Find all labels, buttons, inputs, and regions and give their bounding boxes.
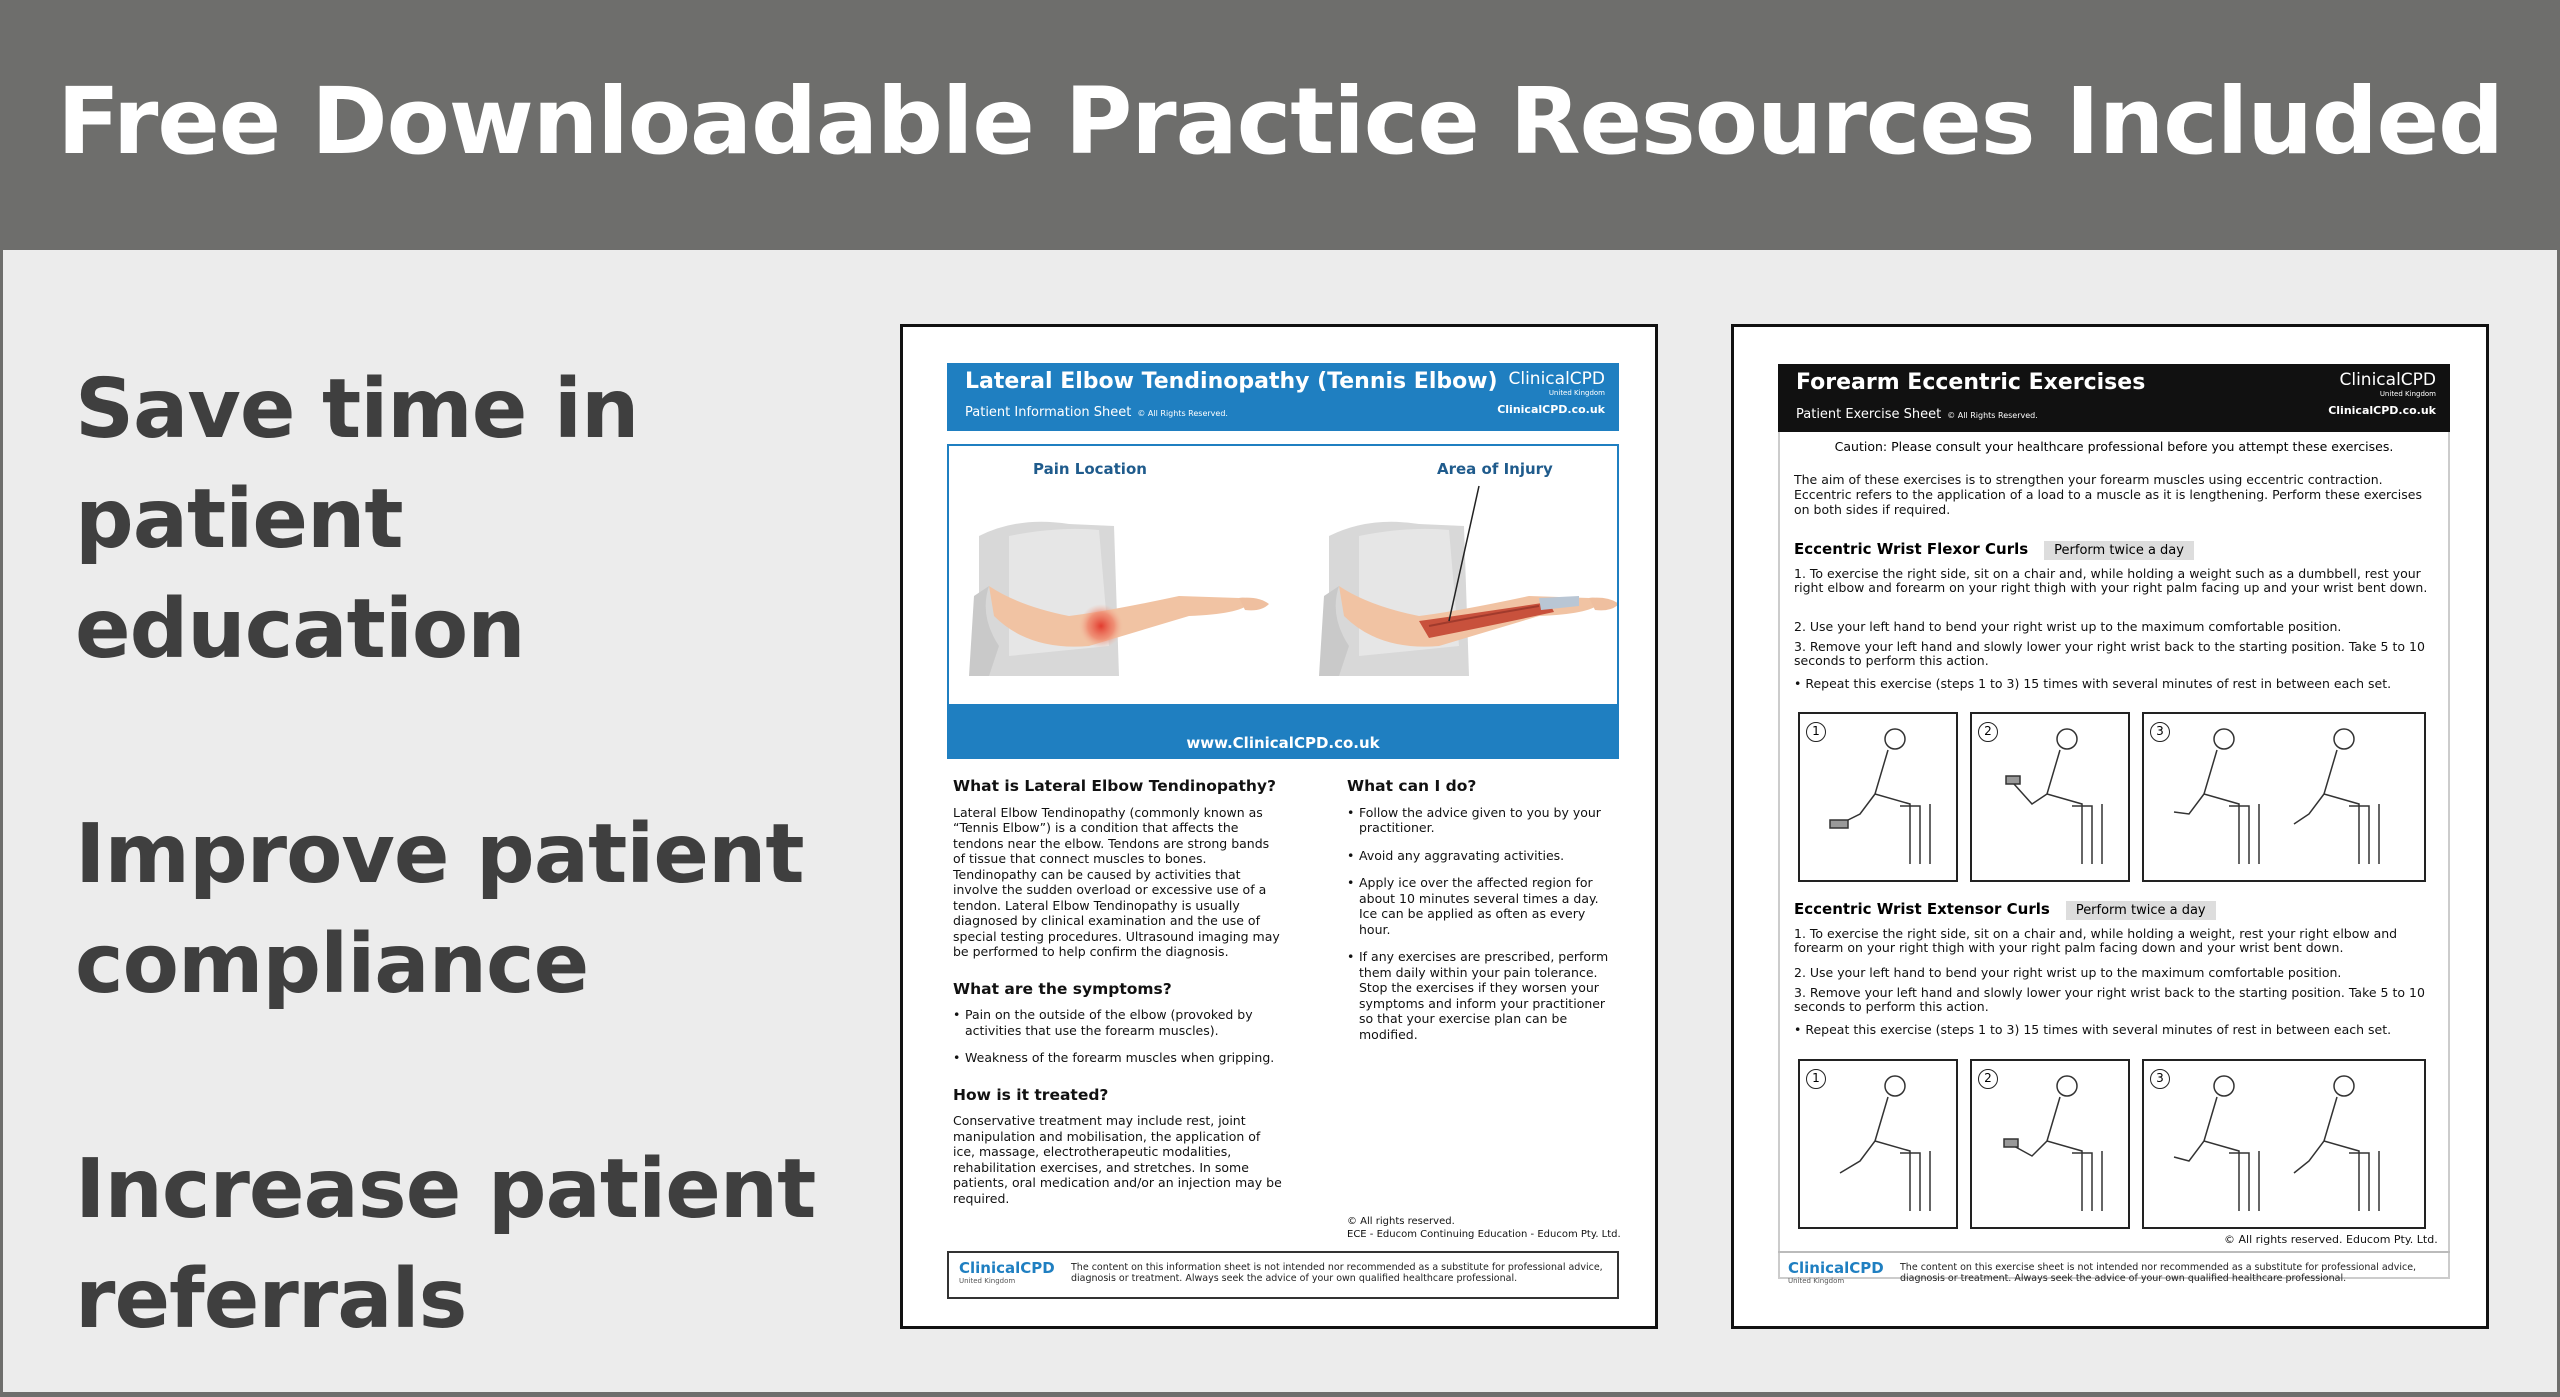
exercise-sheet-preview[interactable] [1731, 324, 2489, 1329]
sheet-type: Patient Exercise Sheet [1796, 407, 1942, 422]
sheet-footer [1778, 1251, 2450, 1299]
elbow-illustration [949, 446, 1617, 704]
step-number: 2 [1978, 1069, 1998, 1089]
brand-logo [1497, 369, 1605, 416]
footer-brand: ClinicalCPD [1788, 1259, 1884, 1277]
step: 1. To exercise the right side, sit on a chair and, while holding a weight such as a dumbbell, rest your right elbow and forearm on your right thigh with your right palm facing up and your wrist bent down. [1794, 566, 2428, 595]
section-heading: What is Lateral Elbow Tendinopathy? [953, 777, 1277, 795]
exercise-title: Eccentric Wrist Extensor Curls [1794, 900, 2050, 918]
footer-region: United Kingdom [959, 1277, 1016, 1285]
left-column [953, 779, 1283, 1228]
step: 2. Use your left hand to bend your right wrist up to the maximum comfortable position. [1794, 965, 2342, 980]
benefit-line: Increase patient [75, 1142, 816, 1237]
arm-figure-right [1319, 486, 1617, 676]
step: 1. To exercise the right side, sit on a chair and, while holding a weight, rest your right elbow and forearm on your right thigh with your right palm facing down and your wrist bent down. [1794, 926, 2398, 955]
exercise-illustration [1970, 712, 2130, 882]
step: 3. Remove your left hand and slowly lower your right wrist back to the starting position. Take 5 to 10 seconds to perform this action. [1794, 985, 2425, 1014]
info-sheet-preview[interactable] [900, 324, 1658, 1329]
intro-paragraph: The aim of these exercises is to strengthen your forearm muscles using eccentric contraction. Eccentric refers to the application of a load to a muscle as it is lengthening. Perform these exercises on both sides if required. [1794, 472, 2422, 517]
area-of-injury-label: Area of Injury [1437, 460, 1553, 478]
exercise-illustration [2142, 712, 2426, 882]
list-item: • Avoid any aggravating activities. [1347, 848, 1617, 864]
footer-logo [1788, 1259, 1884, 1285]
brand-url: ClinicalCPD.co.uk [1497, 403, 1605, 416]
step: 3. Remove your left hand and slowly lower your right wrist back to the starting position. Take 5 to 10 seconds to perform this action. [1794, 639, 2425, 668]
brand-name: ClinicalCPD [2339, 370, 2436, 390]
benefit-item [75, 800, 835, 1020]
rights-note: © All Rights Reserved. [1947, 411, 2038, 420]
list-item: • Weakness of the forearm muscles when gripping. [953, 1050, 1283, 1066]
step-number: 2 [1978, 722, 1998, 742]
benefit-list [75, 355, 835, 1397]
sheet-subtitle [1796, 407, 2038, 422]
benefit-line: Improve patient [75, 807, 804, 902]
list-item: • Follow the advice given to you by your practitioner. [1347, 805, 1617, 836]
brand-name: ClinicalCPD [1508, 369, 1605, 389]
frequency-badge: Perform twice a day [2044, 541, 2194, 560]
benefit-line: compliance [75, 917, 589, 1012]
benefit-line: Save time in [75, 362, 639, 457]
header-banner [0, 0, 2560, 250]
section-heading: How is it treated? [953, 1085, 1109, 1104]
brand-url: ClinicalCPD.co.uk [2328, 404, 2436, 417]
seated-figure-icon [2144, 1061, 2424, 1227]
sheet-header [1778, 364, 2450, 432]
seated-figure-icon [1800, 714, 1956, 880]
step-number: 1 [1806, 1069, 1826, 1089]
caution-note: Caution: Please consult your healthcare professional before you attempt these exercises. [1834, 439, 2394, 454]
list-item: • Apply ice over the affected region for about 10 minutes several times a day. Ice can be applied as often as every hour. [1347, 875, 1617, 937]
exercise-heading [1794, 900, 2216, 920]
section-heading: What can I do? [1347, 777, 1477, 795]
step: • Repeat this exercise (steps 1 to 3) 15 times with several minutes of rest in between each set. [1794, 1022, 2392, 1037]
sheet-header [947, 363, 1619, 431]
seated-figure-icon [1972, 1061, 2128, 1227]
footer-brand: ClinicalCPD [959, 1259, 1055, 1277]
exercise-illustration [2142, 1059, 2426, 1229]
sheet-title: Forearm Eccentric Exercises [1796, 370, 2146, 395]
disclaimer: The content on this information sheet is not intended nor recommended as a substitute for professional advice, diagnosis or treatment. Always seek the advice of your own qualified healthcare professional. [1071, 1262, 1603, 1284]
arm-figure-left [969, 522, 1269, 676]
section-heading: What are the symptoms? [953, 979, 1172, 998]
footer-logo [959, 1259, 1055, 1285]
website-link[interactable]: www.ClinicalCPD.co.uk [947, 727, 1619, 759]
symptom-list [953, 1007, 1283, 1066]
step-number: 3 [2150, 722, 2170, 742]
pain-location-label: Pain Location [1033, 460, 1147, 478]
benefit-line: patient education [75, 472, 525, 677]
step: 2. Use your left hand to bend your right wrist up to the maximum comfortable position. [1794, 619, 2342, 634]
illustration-panel [947, 444, 1619, 706]
sheet-subtitle [965, 405, 1228, 420]
seated-figure-icon [1800, 1061, 1956, 1227]
paragraph: Conservative treatment may include rest, joint manipulation and mobilisation, the application of ice, massage, electrotherapeutic modalities, rehabilitation exercises, and stretches. In some patients, oral medication and/or an injection may be required. [953, 1113, 1282, 1206]
paragraph: Lateral Elbow Tendinopathy (commonly known as “Tennis Elbow”) is a condition that affects the tendons near the elbow. Tendons are strong bands of tissue that connect muscles to bones. Tendinopathy can be caused by activities that involve the sudden overload or excessive use of a tendon. Lateral Elbow Tendinopathy is usually diagnosed by clinical examination and the use of special testing procedures. Ultrasound imaging may be performed to help confirm the diagnosis. [953, 804, 1280, 959]
right-column [1347, 779, 1617, 1054]
footer-region: United Kingdom [1788, 1277, 1845, 1285]
page-title: Free Downloadable Practice Resources Included [57, 68, 2503, 175]
benefit-item [75, 355, 835, 685]
seated-figure-icon [2144, 714, 2424, 880]
brand-region: United Kingdom [2379, 390, 2436, 398]
step: • Repeat this exercise (steps 1 to 3) 15 times with several minutes of rest in between each set. [1794, 676, 2392, 691]
disclaimer: The content on this exercise sheet is not intended nor recommended as a substitute for professional advice, diagnosis or treatment. Always seek the advice of your own qualified healthcare professional. [1900, 1262, 2417, 1284]
copyright-line: ECE - Educom Continuing Education - Educom Pty. Ltd. [1347, 1229, 1621, 1240]
brand-logo [2328, 370, 2436, 417]
step-number: 1 [1806, 722, 1826, 742]
exercise-illustration [1798, 712, 1958, 882]
brand-region: United Kingdom [1548, 389, 1605, 397]
action-list [1347, 805, 1617, 1043]
benefit-item [75, 1135, 835, 1355]
sheet-footer [947, 1251, 1619, 1299]
list-item: • Pain on the outside of the elbow (provoked by activities that use the forearm muscles). [953, 1007, 1283, 1038]
exercise-title: Eccentric Wrist Flexor Curls [1794, 540, 2029, 558]
copyright [1347, 1215, 1621, 1241]
step-number: 3 [2150, 1069, 2170, 1089]
frequency-badge: Perform twice a day [2066, 901, 2216, 920]
rights-note: © All Rights Reserved. [1137, 409, 1228, 418]
exercise-illustration [1798, 1059, 1958, 1229]
exercise-heading [1794, 540, 2194, 560]
benefit-line: referrals [75, 1252, 467, 1347]
copyright: © All rights reserved. Educom Pty. Ltd. [2224, 1233, 2438, 1246]
copyright-line: © All rights reserved. [1347, 1216, 1455, 1227]
sheet-type: Patient Information Sheet [965, 405, 1132, 420]
exercise-illustration [1970, 1059, 2130, 1229]
seated-figure-icon [1972, 714, 2128, 880]
sheet-title: Lateral Elbow Tendinopathy (Tennis Elbow) [965, 369, 1498, 394]
list-item: • If any exercises are prescribed, perform them daily within your pain tolerance. Stop the exercises if they worsen your symptoms and inform your practitioner so that your exercise plan can be modified. [1347, 949, 1617, 1042]
